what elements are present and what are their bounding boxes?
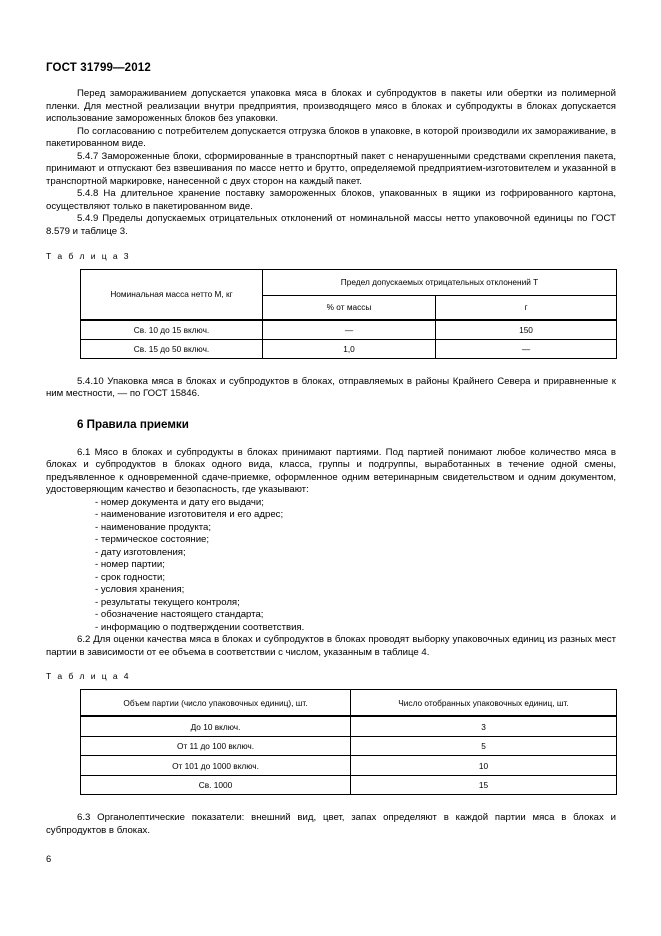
table-3-header-nominal-mass: Номинальная масса нетто М, кг xyxy=(81,269,263,320)
spacer xyxy=(46,359,616,376)
list-item: - термическое состояние; xyxy=(95,534,210,546)
table-4-cell-count-row-2: 5 xyxy=(351,736,617,756)
table-row xyxy=(81,716,617,736)
spacer xyxy=(46,659,616,670)
clause-5-4-8: 5.4.8 На длительное хранение поставку замороженных блоков, упакованных в ящики из гофрированного картона, осуществляют только в пакетированном виде. xyxy=(46,188,616,212)
spacer xyxy=(46,401,616,418)
spacer xyxy=(46,432,616,447)
list-item: - информацию о подтверждении соответствия. xyxy=(95,621,305,633)
spacer xyxy=(46,239,616,250)
table-3-cell-percent-row-1: — xyxy=(263,320,436,340)
section-heading-6-acceptance-rules: 6 Правила приемки xyxy=(77,417,189,431)
clause-6-1: 6.1 Мясо в блоках и субпродукты в блоках принимают партиями. Под партией понимают любое количество мяса в блоках и субпродуктов в блоках одного вида, класса, группы и подгруппы, выработанных в течение одной смены, предъявленное к одновременной сдаче-приемке, оформленное одним ветеринарным свидетельством и одним документом, удостоверяющим качество и безопасность, где указывают: xyxy=(46,446,616,496)
list-item: - номер партии; xyxy=(95,559,165,571)
list-item: - дату изготовления; xyxy=(95,546,186,558)
list-item: - условия хранения; xyxy=(95,584,185,596)
clause-6-2: 6.2 Для оценки качества мяса в блоках и субпродуктов в блоках проводят выборку упаковочных единиц из разных мест партии в зависимости от ее объема в соответствии с числом, указанным в таблице 4. xyxy=(46,634,616,658)
paragraph-packaging-before-freezing: Перед замораживанием допускается упаковка мяса в блоках и субпродуктов в пакеты или обертки из полимерной пленки. Для местной реализации внутри предприятия, производящего мясо в блоках и субпродукты в блоках допускается использование замороженных блоков без упаковки. xyxy=(46,88,616,125)
table-3-header-percent-of-mass: % от массы xyxy=(263,295,436,320)
table-4-cell-volume-row-4: Св. 1000 xyxy=(81,775,351,795)
list-item: - обозначение настоящего стандарта; xyxy=(95,609,264,621)
table-4-cell-count-row-4: 15 xyxy=(351,775,617,795)
table-3-cell-grams-row-2: — xyxy=(436,339,617,358)
table-4-cell-count-row-1: 3 xyxy=(351,716,617,736)
list-item: - номер документа и дату его выдачи; xyxy=(95,496,264,508)
table-4-cell-volume-row-2: От 11 до 100 включ. xyxy=(81,736,351,756)
table-4-cell-count-row-3: 10 xyxy=(351,756,617,776)
list-item: - наименование продукта; xyxy=(95,521,212,533)
running-header-standard-number: ГОСТ 31799—2012 xyxy=(46,62,151,74)
table-3-cell-percent-row-2: 1,0 xyxy=(263,339,436,358)
clause-5-4-10: 5.4.10 Упаковка мяса в блоках и субпродуктов в блоках, отправляемых в районы Крайнего Севера и приравненные к ним местности, — по ГОСТ 15846. xyxy=(46,375,616,400)
table-4-caption: Т а б л и ц а 4 xyxy=(46,671,131,682)
page-body-column xyxy=(46,88,616,838)
table-row xyxy=(81,269,617,295)
clause-5-4-7: 5.4.7 Замороженные блоки, сформированные в транспортный пакет с ненарушенными средствами скрепления пакета, принимают и отпускают без взвешивания по массе нетто и брутто, определяемой предприятием-изготовителем и указанной в транспортной маркировке, нанесенной с двух сторон на каждый пакет. xyxy=(46,150,616,187)
table-3-cell-mass-row-2: Св. 15 до 50 включ. xyxy=(81,339,263,358)
clause-6-3: 6.3 Органолептические показатели: внешний вид, цвет, запах определяют в каждой партии мяса в блоках и субпродуктов в блоках. xyxy=(46,812,616,836)
table-3-header-grams: г xyxy=(436,295,617,320)
table-3-negative-deviation-limits xyxy=(80,269,617,359)
table-3-cell-mass-row-1: Св. 10 до 15 включ. xyxy=(81,320,263,340)
table-row xyxy=(81,690,617,717)
table-row xyxy=(81,320,617,340)
list-item: - результаты текущего контроля; xyxy=(95,596,240,608)
list-item: - срок годности; xyxy=(95,571,166,583)
table-row xyxy=(81,756,617,776)
page-number: 6 xyxy=(46,853,52,864)
paragraph-agreement-with-consumer: По согласованию с потребителем допускается отгрузка блоков в упаковке, в которой производили их замораживание, в пакетированном виде. xyxy=(46,125,616,150)
table-4-header-batch-volume: Объем партии (число упаковочных единиц), шт. xyxy=(81,690,351,717)
spacer xyxy=(46,262,616,269)
table-4-sampling-units xyxy=(80,689,617,795)
table-row xyxy=(81,775,617,795)
table-row xyxy=(81,339,617,358)
spacer xyxy=(46,682,616,689)
table-3-header-group-deviation: Предел допускаемых отрицательных отклонений Т xyxy=(263,269,617,295)
table-4-header-selected-units: Число отобранных упаковочных единиц, шт. xyxy=(351,690,617,717)
list-item: - наименование изготовителя и его адрес; xyxy=(95,509,284,521)
table-3-caption: Т а б л и ц а 3 xyxy=(46,250,131,261)
table-row xyxy=(81,736,617,756)
table-4-cell-volume-row-3: От 101 до 1000 включ. xyxy=(81,756,351,776)
clause-5-4-9: 5.4.9 Пределы допускаемых отрицательных отклонений от номинальной массы нетто упаковочной единицы по ГОСТ 8.579 и таблице 3. xyxy=(46,213,616,238)
spacer xyxy=(46,795,616,812)
document-requirements-list xyxy=(46,497,616,635)
table-4-cell-volume-row-1: До 10 включ. xyxy=(81,716,351,736)
table-3-cell-grams-row-1: 150 xyxy=(436,320,617,340)
